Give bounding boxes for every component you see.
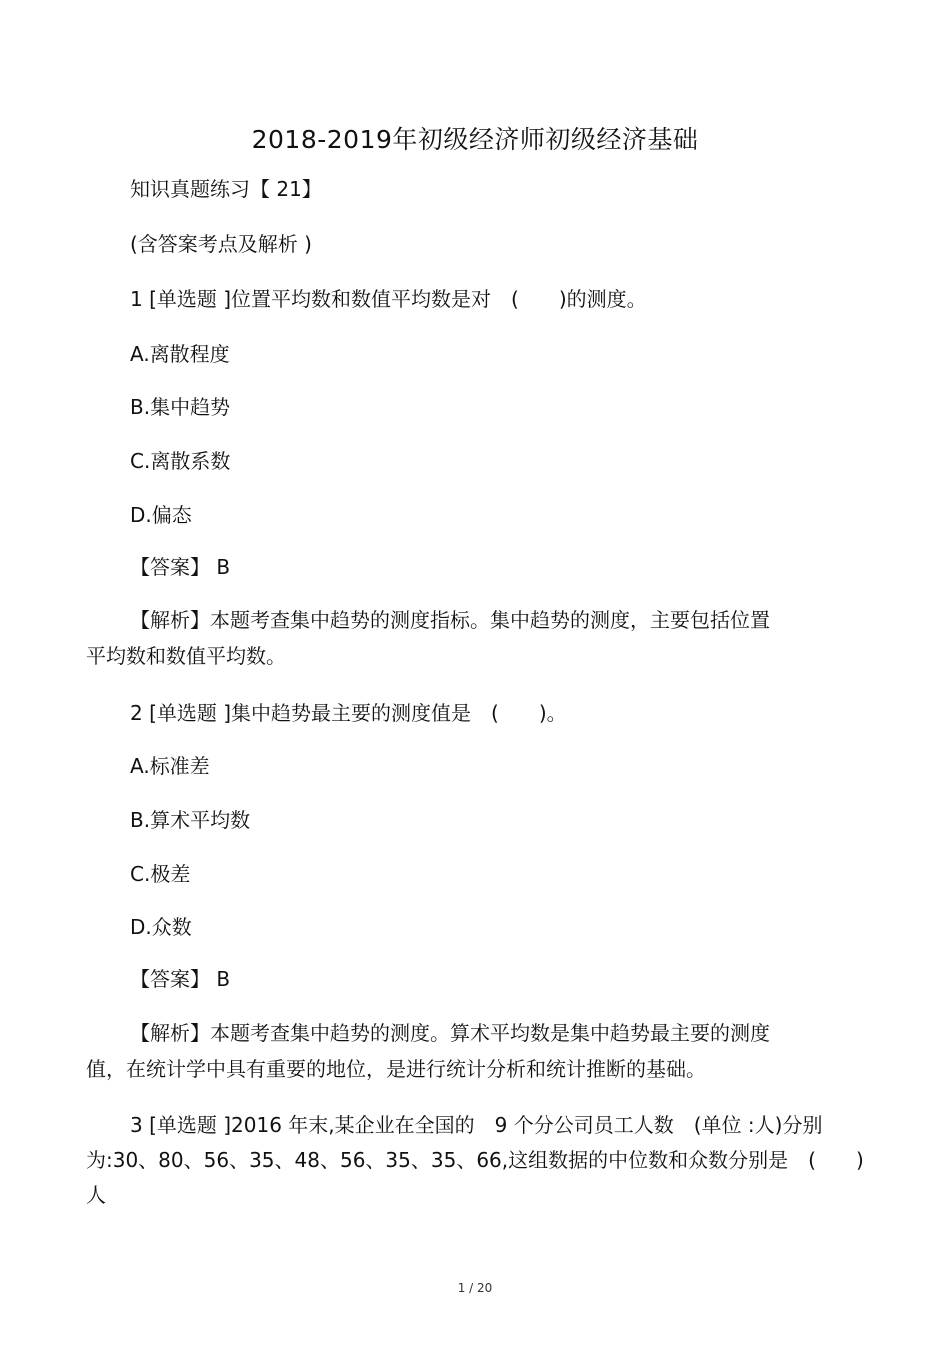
question-1-option-b: B.集中趋势 <box>130 395 231 419</box>
question-3-stem-line-2: 为:30、80、56、35、48、56、35、35、66,这组数据的中位数和众数分别是 ( ) <box>86 1148 864 1172</box>
question-1-analysis-line-2: 平均数和数值平均数。 <box>86 644 286 668</box>
question-2-option-a: A.标准差 <box>130 754 210 778</box>
page-number: 1 / 20 <box>457 1281 493 1295</box>
question-1-option-d: D.偏态 <box>130 503 192 527</box>
question-2-analysis-line-2: 值，在统计学中具有重要的地位，是进行统计分析和统计推断的基础。 <box>86 1057 706 1081</box>
question-3-stem-line-3: 人 <box>86 1183 106 1207</box>
document-subtitle: 知识真题练习【 21】 <box>130 177 322 201</box>
question-2-answer: 【答案】 B <box>130 967 231 991</box>
question-1-analysis-line-1: 【解析】本题考查集中趋势的测度指标。集中趋势的测度，主要包括位置 <box>130 608 770 632</box>
question-1-option-a: A.离散程度 <box>130 342 230 366</box>
document-note: (含答案考点及解析 ) <box>130 232 312 256</box>
question-2-analysis-line-1: 【解析】本题考查集中趋势的测度。算术平均数是集中趋势最主要的测度 <box>130 1021 770 1045</box>
question-2-stem: 2 [单选题 ]集中趋势最主要的测度值是 ( )。 <box>130 701 567 725</box>
question-2-option-b: B.算术平均数 <box>130 808 251 832</box>
question-2-option-c: C.极差 <box>130 862 191 886</box>
question-1-option-c: C.离散系数 <box>130 449 231 473</box>
question-1-stem: 1 [单选题 ]位置平均数和数值平均数是对 ( )的测度。 <box>130 287 647 311</box>
question-2-option-d: D.众数 <box>130 915 192 939</box>
question-1-answer: 【答案】 B <box>130 555 231 579</box>
question-3-stem-line-1: 3 [单选题 ]2016 年末,某企业在全国的 9 个分公司员工人数 (单位 :人)分别 <box>130 1113 823 1137</box>
document-title: 2018-2019年初级经济师初级经济基础 <box>251 125 699 154</box>
